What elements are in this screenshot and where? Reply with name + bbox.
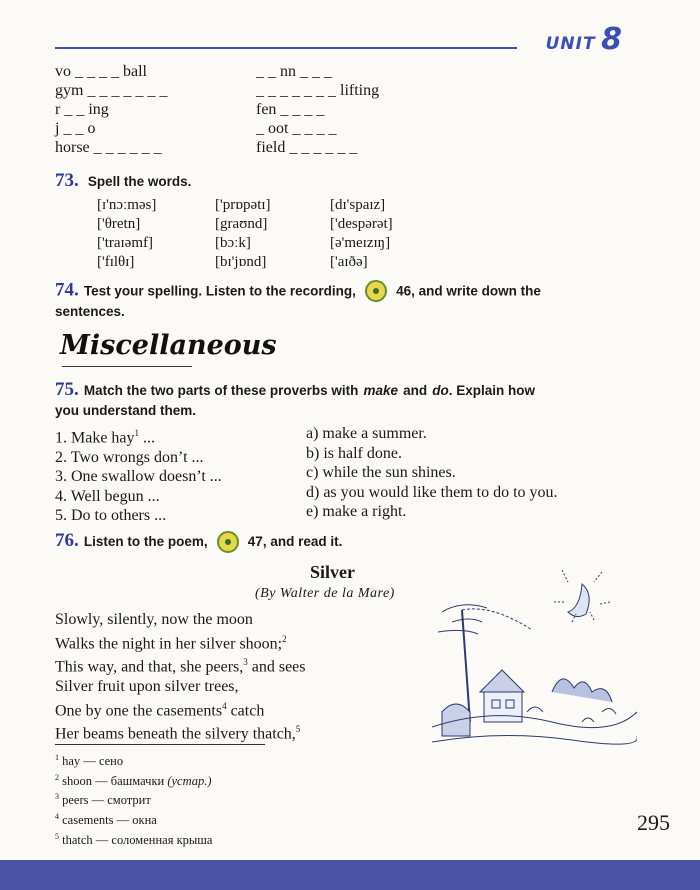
audio-disc-icon[interactable]: [217, 531, 239, 553]
poem-line: Slowly, silently, now the moon: [55, 611, 253, 628]
transcription: ['prɒpətɪ]: [215, 197, 271, 213]
poem-author: (By Walter de la Mare): [255, 586, 395, 601]
header-rule: [55, 47, 517, 49]
bottom-bar: [0, 860, 700, 890]
transcription-col-3: [330, 196, 393, 272]
transcription: ['fɪlθɪ]: [97, 254, 135, 270]
proverb-start: 5. Do to others ...: [55, 507, 167, 525]
word-item: field _ _ _ _ _ _: [256, 139, 358, 156]
moon-icon: [568, 584, 589, 617]
proverb-end: c) while the sun shines.: [306, 464, 456, 481]
exercise-instruction: Spell the words.: [87, 174, 192, 189]
transcription: [ɪ'nɔːməs]: [97, 197, 157, 213]
poem-line: Her beams beneath the silvery thatch,$^5$: [55, 724, 301, 743]
word-item: _ _ _ _ _ _ _ lifting: [256, 82, 380, 99]
transcription: [bɪ'jɒnd]: [215, 254, 267, 270]
poem-title: Silver: [310, 562, 355, 582]
exercise-number: 76.: [55, 530, 79, 551]
word-item: _ _ nn _ _ _: [256, 63, 332, 80]
proverb-end: e) make a right.: [306, 503, 407, 520]
word-list-right: [256, 62, 379, 157]
word-item: fen _ _ _ _: [256, 101, 325, 118]
exercise-number: 75.: [55, 379, 79, 400]
poem-body: [55, 610, 306, 744]
proverb-end: a) make a summer.: [306, 425, 427, 442]
poem-line: Walks the night in her silver shoon;$^2$: [55, 633, 287, 652]
word-item: vo _ _ _ _ ball: [55, 63, 147, 80]
unit-number: 8: [601, 22, 622, 57]
proverb-start: 2. Two wrongs don’t ...: [55, 448, 204, 466]
exercise-74: [55, 280, 635, 322]
track-number: 47: [247, 534, 263, 549]
section-title: Miscellaneous: [60, 330, 277, 361]
footnote-item: $^4$ casements — окна: [55, 811, 157, 828]
unit-word: UNIT: [545, 34, 596, 54]
word-item: horse _ _ _ _ _ _: [55, 139, 162, 156]
footnote-ref: 2: [282, 633, 287, 644]
transcription: ['θretn]: [97, 216, 141, 232]
transcription-col-1: [97, 196, 156, 272]
transcription: [dɪ'spaɪz]: [330, 197, 386, 213]
footnote-ref: 4: [222, 700, 227, 711]
exercise-text: . Explain how: [448, 383, 535, 398]
transcription: ['aɪðə]: [330, 254, 368, 270]
word-list-left: [55, 62, 167, 157]
page-number: 295: [637, 810, 670, 835]
transcription: ['despərət]: [330, 216, 393, 232]
audio-disc-icon[interactable]: [365, 280, 387, 302]
unit-badge: [546, 22, 622, 57]
exercise-number: 73.: [55, 170, 79, 191]
footnote-ref: 5: [295, 724, 301, 735]
footnote-item: $^1$ hay — сено: [55, 753, 124, 769]
transcription: [graʊnd]: [215, 216, 268, 232]
footnote-item: $^3$ peers — смотрит: [55, 792, 151, 808]
word-item: gym _ _ _ _ _ _ _: [55, 82, 168, 99]
transcription-col-2: [215, 196, 271, 272]
exercise-text: Listen to the poem,: [83, 534, 208, 549]
word-item: _ oot _ _ _ _: [256, 120, 337, 137]
proverb-start: 4. Well begun ...: [55, 487, 160, 505]
footnotes: [55, 750, 212, 848]
proverb-starts: [55, 424, 222, 526]
moonlit-cottage-illustration: [432, 562, 637, 752]
transcription: [bɔːk]: [215, 235, 251, 251]
proverb-start: 1. Make hay$^1$ ...: [55, 428, 156, 447]
exercise-text: , and read it.: [262, 534, 343, 549]
proverb-endings: [306, 424, 558, 522]
exercise-number: 74.: [55, 279, 79, 301]
exercise-76: [55, 530, 342, 553]
exercise-text: , and write down the: [411, 283, 541, 299]
exercise-text: you understand them.: [55, 403, 197, 418]
section-underline: [62, 366, 192, 367]
exercise-73-heading: [55, 170, 191, 192]
exercise-text: Test your spelling. Listen to the recording,: [83, 283, 356, 299]
footnote-ref: 3: [243, 657, 248, 668]
proverb-end: d) as you would like them to do to you.: [306, 483, 558, 501]
transcription: ['traɪəmf]: [97, 235, 154, 251]
keyword-do: do: [432, 383, 449, 398]
footnote-rule: [55, 744, 265, 745]
footnote-ref: 1: [134, 428, 140, 438]
word-item: r _ _ ing: [55, 101, 109, 118]
exercise-text: and: [403, 383, 428, 398]
footnote-item: $^2$ shoon — башмачки (устар.): [55, 772, 212, 788]
word-item: j _ _ o: [55, 120, 96, 137]
footnote-item: $^5$ thatch — соломенная крыша: [55, 831, 213, 847]
exercise-text: sentences.: [55, 304, 125, 319]
exercise-75-heading: [55, 380, 655, 421]
poem-line: One by one the casements$^4$ catch: [55, 700, 265, 719]
poem-line: This way, and that, she peers,$^3$ and sees: [55, 657, 306, 676]
proverb-end: b) is half done.: [306, 444, 402, 462]
track-number: 46: [396, 283, 412, 299]
transcription: [ə'meɪzɪŋ]: [330, 235, 391, 251]
proverb-start: 3. One swallow doesn’t ...: [55, 468, 222, 486]
keyword-make: make: [363, 383, 399, 398]
poem-line: Silver fruit upon silver trees,: [55, 678, 239, 696]
exercise-text: Match the two parts of these proverbs with: [83, 383, 359, 398]
